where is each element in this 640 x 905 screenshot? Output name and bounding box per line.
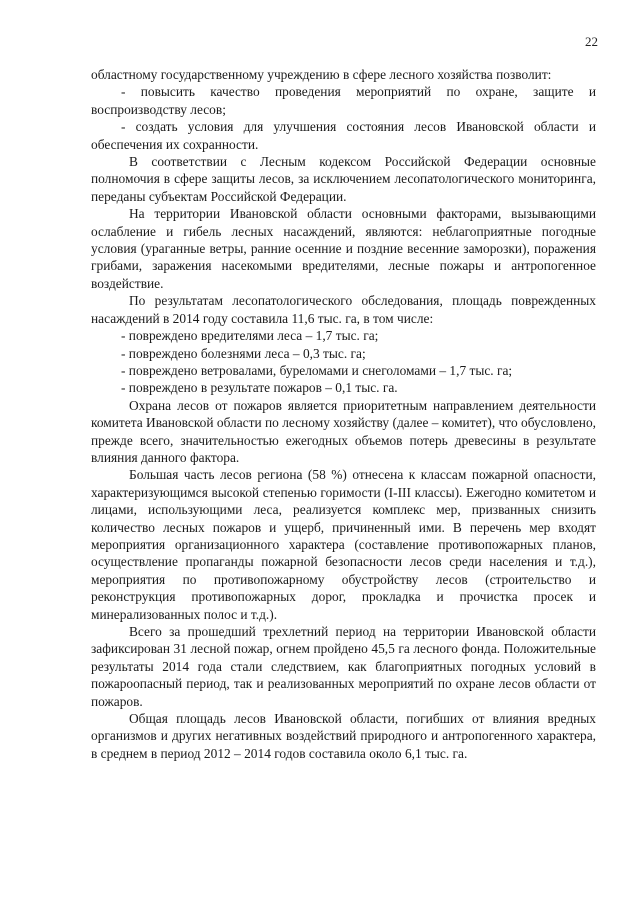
paragraph-intro-continuation: областному государственному учреждению в сфере лесного хозяйства позволит:: [91, 67, 552, 82]
paragraph-main-factors: На территории Ивановской области основными факторами, вызывающими ослабление и гибель лесных насаждений, являются: неблагоприятные погодные условия (ураганные ветры, ранние осенние и поздние весенние заморозки), поражения грибами, заражения насекомыми вредителями, лесные пожары и антропогенное воздействие.: [91, 206, 596, 291]
list-item-create-conditions: - создать условия для улучшения состояния лесов Ивановской области и обеспечения их сохранности.: [91, 119, 596, 152]
paragraph-total-area: Общая площадь лесов Ивановской области, погибших от влияния вредных организмов и других негативных воздействий природного и антропогенного характера, в среднем в период 2012 – 2014 годов составила около 6,1 тыс. га.: [91, 711, 596, 761]
page-number: 22: [585, 34, 598, 49]
paragraph-survey-results: По результатам лесопатологического обследования, площадь поврежденных насаждений в 2014 году составила 11,6 тыс. га, в том числе:: [91, 293, 596, 326]
paragraph-forest-code: В соответствии с Лесным кодексом Российской Федерации основные полномочия в сфере защиты лесов, за исключением лесопатологического мониторинга, переданы субъектам Российской Федерации.: [91, 154, 596, 204]
paragraph-fire-protection: Охрана лесов от пожаров является приоритетным направлением деятельности комитета Ивановской области по лесному хозяйству (далее – комитет), что обусловлено, прежде всего, значительностью ежегодных объемов потерь древесины в результате влияния данного фактора.: [91, 397, 596, 465]
paragraph-fire-hazard-classes: Большая часть лесов региона (58 %) отнесена к классам пожарной опасности, характеризующимся высокой степенью горимости (I-III классы). Ежегодно комитетом и лицами, использующими леса, реализуется комплекс мер, призванных снизить количество лесных пожаров и ущерб, причиненный ими. В перечень мер входят мероприятия организационного характера (составление противопожарных планов, осуществление пропаганды пожарной безопасности лесов среди населения и т.д.), мероприятия по противопожарному обустройству лесов (строительство и реконструкция противопожарных дорог, прокладка и прочистка просек и минерализованных полос и т.д.).: [91, 467, 596, 622]
list-item-windfall: - повреждено ветровалами, буреломами и снеголомами – 1,7 тыс. га;: [121, 362, 513, 378]
list-item-diseases: - повреждено болезнями леса – 0,3 тыс. га;: [121, 345, 366, 361]
list-item-pests: - повреждено вредителями леса – 1,7 тыс. га;: [121, 328, 379, 344]
list-item-fires: - повреждено в результате пожаров – 0,1 тыс. га.: [121, 380, 398, 396]
paragraph-three-year-period: Всего за прошедший трехлетний период на территории Ивановской области зафиксирован 31 лесной пожар, огнем пройдено 45,5 га лесного фонда. Положительные результаты 2014 года стали следствием, как благоприятных погодных условий в пожароопасный период, так и реализованных мероприятий по охране лесов области от пожаров.: [91, 624, 596, 709]
list-item-improve-quality: - повысить качество проведения мероприятий по охране, защите и воспроизводству лесов;: [91, 84, 596, 117]
document-body: [91, 66, 596, 762]
